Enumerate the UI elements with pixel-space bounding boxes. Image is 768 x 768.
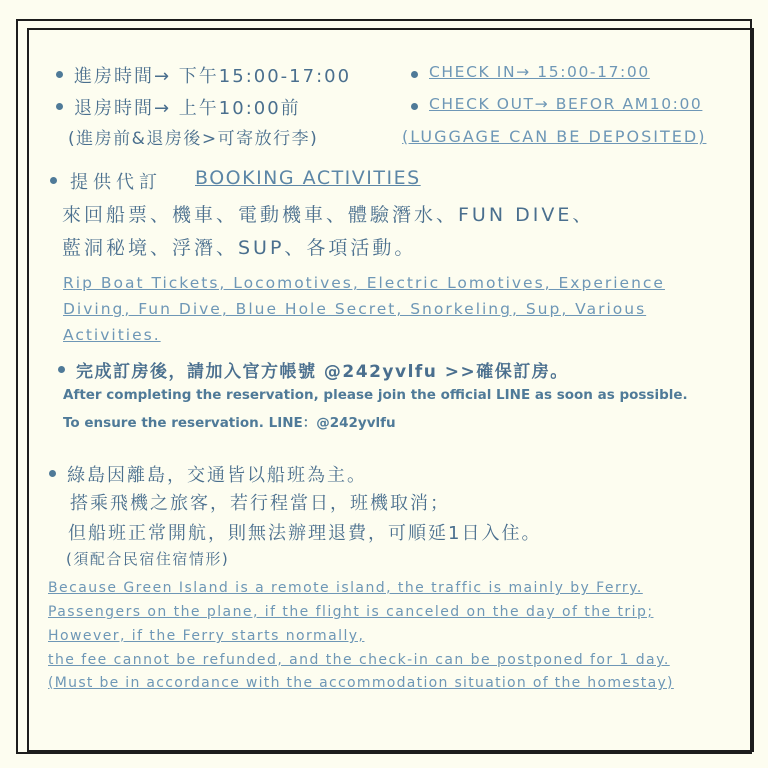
ferry-zh-line-3: 但船班正常開航，則無法辦理退費，可順延1日入住。 [68, 523, 542, 544]
line-en-line-1: After completing the reservation, please join the official LINE as soon as possible. [63, 387, 688, 403]
bullet-icon [411, 103, 418, 110]
activities-zh-line-1: 來回船票、機車、電動機車、體驗潛水、FUN DIVE、 [62, 204, 595, 226]
ferry-en-line-3[interactable]: However, if the Ferry starts normally, [48, 628, 365, 644]
bullet-icon [56, 71, 63, 78]
luggage-en[interactable]: (LUGGAGE CAN BE DEPOSITED) [402, 127, 707, 146]
checkin-zh: 進房時間→ 下午15:00-17:00 [74, 66, 352, 87]
ferry-zh-line-4: (須配合民宿住宿情形) [66, 550, 230, 568]
ferry-en-line-5[interactable]: (Must be in accordance with the accommodation situation of the homestay) [48, 675, 674, 691]
ferry-zh-line-2: 搭乘飛機之旅客，若行程當日，班機取消； [70, 493, 450, 514]
activities-en-line-1[interactable]: Rip Boat Tickets, Locomotives, Electric Lomotives, Experience [63, 274, 665, 292]
booking-en[interactable]: BOOKING ACTIVITIES [195, 167, 421, 189]
activities-zh-line-2: 藍洞秘境、浮潛、SUP、各項活動。 [62, 237, 417, 259]
ferry-en-line-1[interactable]: Because Green Island is a remote island, the traffic is mainly by Ferry. [48, 580, 643, 596]
booking-zh: 提供代訂 [70, 172, 162, 193]
activities-en-line-2[interactable]: Diving, Fun Dive, Blue Hole Secret, Snorkeling, Sup, Various [63, 300, 647, 318]
line-en-line-2: To ensure the reservation. LINE：@242yvlfu [63, 415, 396, 431]
checkin-en[interactable]: CHECK IN→ 15:00-17:00 [429, 63, 650, 81]
bullet-icon [49, 470, 56, 477]
ferry-en-line-4[interactable]: the fee cannot be refunded, and the check-in can be postponed for 1 day. [48, 652, 670, 668]
checkout-zh: 退房時間→ 上午10:00前 [74, 98, 301, 119]
luggage-zh: (進房前&退房後>可寄放行李) [68, 129, 319, 149]
bullet-icon [58, 366, 65, 373]
line-zh: 完成訂房後，請加入官方帳號 @242yvlfu >>確保訂房。 [76, 362, 569, 382]
activities-en-line-3[interactable]: Activities. [63, 326, 161, 344]
ferry-en-line-2[interactable]: Passengers on the plane, if the flight is canceled on the day of the trip; [48, 604, 654, 620]
checkout-en[interactable]: CHECK OUT→ BEFOR AM10:00 [429, 95, 703, 113]
bullet-icon [56, 103, 63, 110]
ferry-zh-line-1: 綠島因離島，交通皆以船班為主。 [67, 465, 367, 486]
bullet-icon [50, 177, 57, 184]
bullet-icon [411, 71, 418, 78]
